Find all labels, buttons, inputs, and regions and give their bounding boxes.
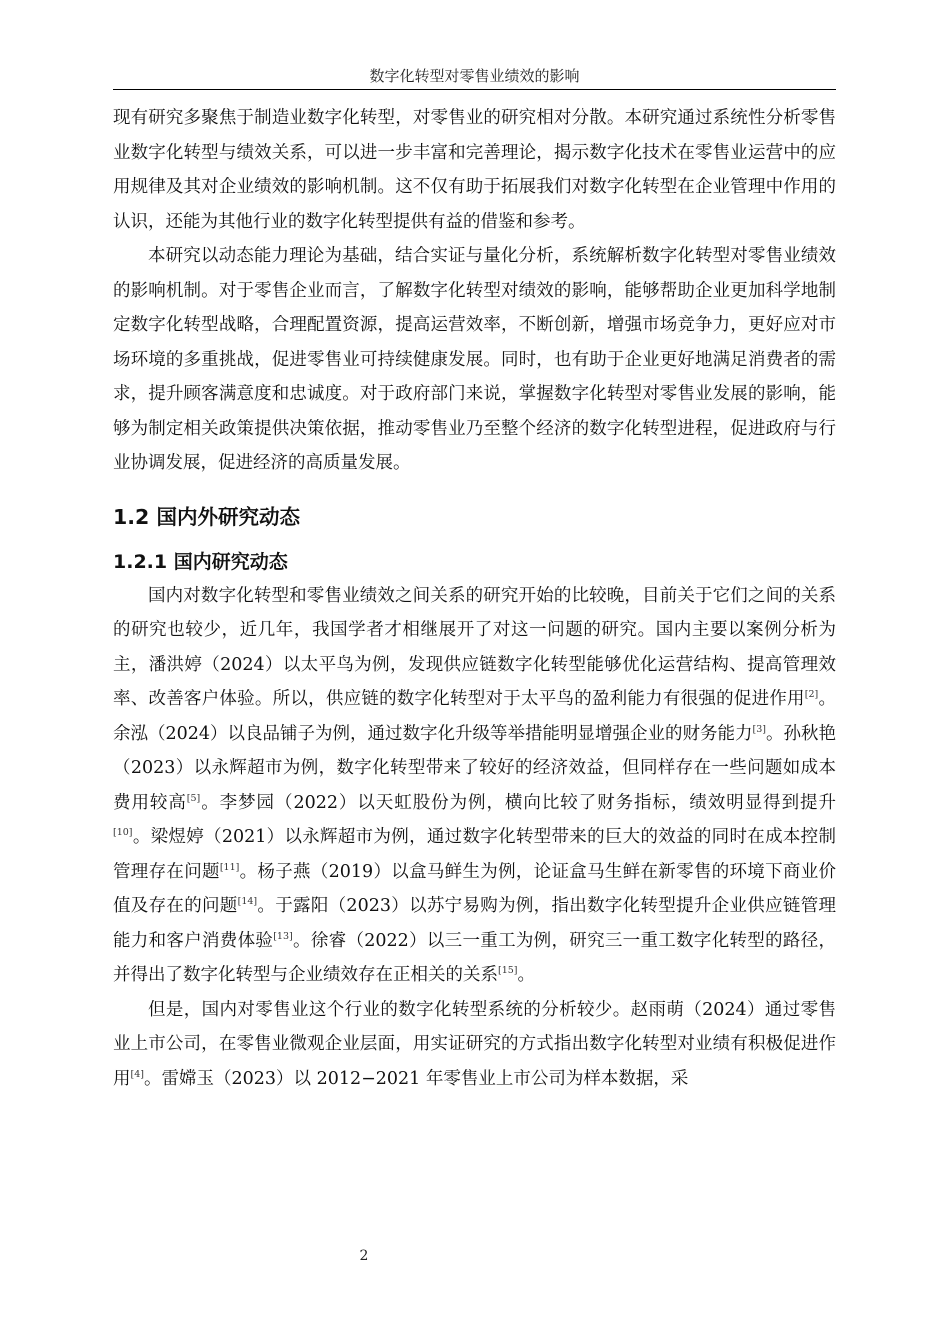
text-span: 。杨子燕（2019）以盒马鲜生为例，论证盒马生鲜在新零售的环境下商业价值及存在的问题: [113, 861, 836, 916]
text-span: 。梁煜婷（2021）以永辉超市为例，通过数字化转型带来的巨大的效益的同时在成本控制管理存在问题: [113, 827, 836, 882]
header-rule: [113, 89, 836, 90]
citation: [2]: [804, 689, 819, 701]
citation: [5]: [186, 792, 201, 804]
text-span: 国内对数字化转型和零售业绩效之间关系的研究开始的比较晚，目前关于它们之间的关系的研究也较少，近几年，我国学者才相继展开了对这一问题的研究。国内主要以案例分析为主，潘洪婷（2024）以太平鸟为例，发现供应链数字化转型能够优化运营结构、提高管理效率、改善客户体验。所以，供应链的数字化转型对于太平鸟的盈利能力有很强的促进作用: [113, 585, 836, 709]
paragraph-domestic-empirical: [113, 993, 836, 1097]
text-span: 。孙秋艳（2023）以永辉超市为例，数字化转型带来了较好的经济效益，但同样存在一些问题如成本费用较高: [113, 723, 837, 813]
paragraph-research-significance: 现有研究多聚焦于制造业数字化转型，对零售业的研究相对分散。本研究通过系统性分析零售业数字化转型与绩效关系，可以进一步丰富和完善理论，揭示数字化技术在零售业运营中的应用规律及其对企业绩效的影响机制。这不仅有助于拓展我们对数字化转型在企业管理中作用的认识，还能为其他行业的数字化转型提供有益的借鉴和参考。: [113, 108, 836, 232]
citation: [4]: [130, 1068, 144, 1080]
section-heading: 1.2 国内外研究动态: [113, 504, 300, 529]
page-body: [113, 101, 836, 1096]
text-span: 。徐睿（2022）以三一重工为例，研究三一重工数字化转型的路径，并得出了数字化转型与企业绩效存在正相关的关系: [113, 930, 836, 985]
text-span: 。李梦园（2022）以天虹股份为例，横向比较了财务指标，绩效明显得到提升: [200, 792, 837, 813]
text-span: 。: [517, 965, 536, 985]
citation: [13]: [273, 930, 293, 942]
text-span: 。于露阳（2023）以苏宁易购为例，指出数字化转型提升企业供应链管理能力和客户消费体验: [113, 896, 836, 951]
citation: [3]: [752, 723, 767, 735]
text-span: 。雷嫦玉（2023）以 2012−2021 年零售业上市公司为样本数据，采: [143, 1068, 689, 1089]
paragraph-practical-significance: 本研究以动态能力理论为基础，结合实证与量化分析，系统解析数字化转型对零售业绩效的影响机制。对于零售企业而言，了解数字化转型对绩效的影响，能够帮助企业更加科学地制定数字化转型战略，合理配置资源，提高运营效率，不断创新，增强市场竞争力，更好应对市场环境的多重挑战，促进零售业可持续健康发展。同时，也有助于企业更好地满足消费者的需求，提升顾客满意度和忠诚度。对于政府部门来说，掌握数字化转型对零售业发展的影响，能够为制定相关政策提供决策依据，推动零售业乃至整个经济的数字化转型进程，促进政府与行业协调发展，促进经济的高质量发展。: [113, 246, 836, 473]
citation: [10]: [113, 827, 133, 839]
citation: [15]: [498, 965, 518, 977]
paragraph-domestic-case-studies: [113, 579, 836, 993]
page-number: 2: [359, 1248, 369, 1264]
running-header: 数字化转型对零售业绩效的影响: [369, 67, 580, 85]
text-span: 但是，国内对零售业这个行业的数字化转型系统的分析较少。赵雨萌（2024）通过零售业上市公司，在零售业微观企业层面，用实证研究的方式指出数字化转型对业绩有积极促进作用: [113, 999, 836, 1089]
subsection-heading: 1.2.1 国内研究动态: [113, 550, 288, 573]
citation: [14]: [237, 896, 258, 908]
text-span: 。余泓（2024）以良品铺子为例，通过数字化升级等举措能明显增强企业的财务能力: [113, 689, 837, 744]
citation: [11]: [219, 861, 240, 873]
